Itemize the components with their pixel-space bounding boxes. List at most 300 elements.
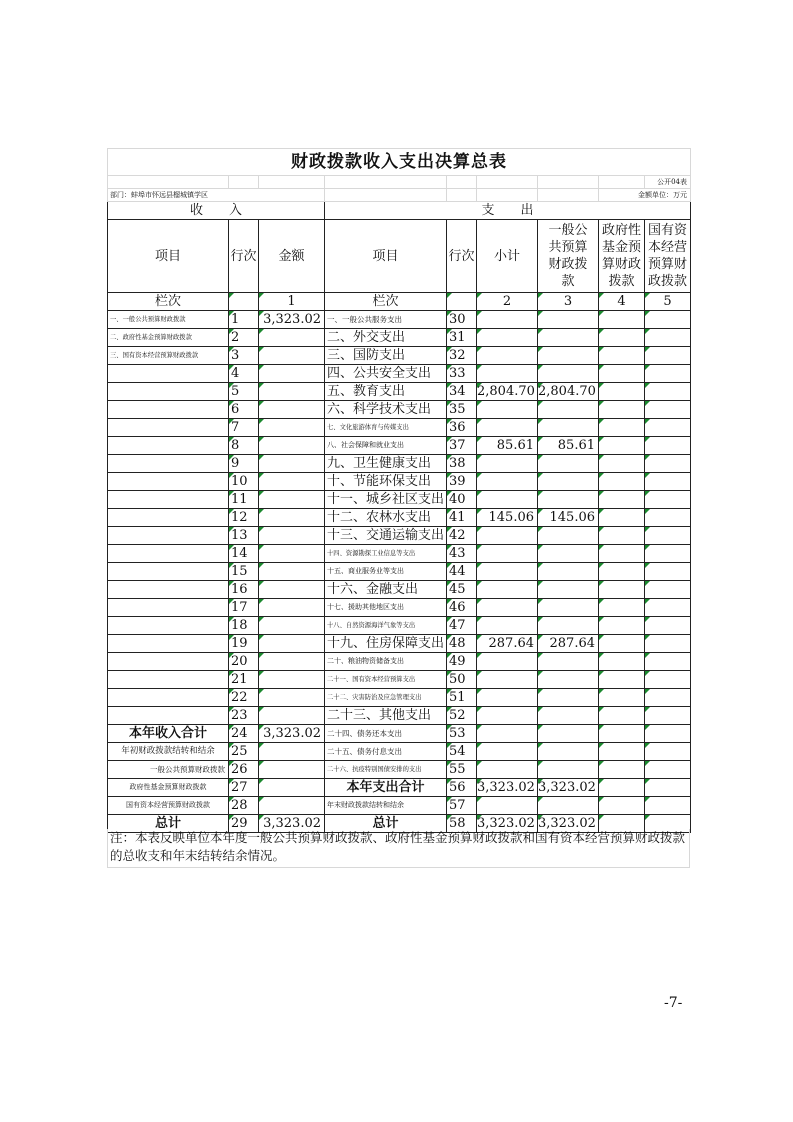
expense-item: 二十二、灾害防治及应急管理支出 [325, 689, 447, 707]
expense-state-capital [645, 419, 691, 437]
expense-subtotal [477, 563, 538, 581]
header-subtotal: 小计 [477, 220, 538, 293]
income-row-no: 5 [229, 383, 259, 401]
expense-row-no: 50 [447, 671, 477, 689]
expense-row-no: 49 [447, 653, 477, 671]
expense-row-no: 42 [447, 527, 477, 545]
expense-gov-fund [599, 779, 645, 797]
income-item [108, 707, 229, 725]
expense-item: 二十一、国有资本经营预算支出 [325, 671, 447, 689]
expense-gov-fund [599, 347, 645, 365]
income-amount: 3,323.02 [259, 725, 325, 743]
expense-general-budget [538, 419, 599, 437]
expense-state-capital [645, 581, 691, 599]
expense-row-no: 36 [447, 419, 477, 437]
income-item: 一般公共预算财政拨款 [108, 761, 229, 779]
expense-state-capital [645, 473, 691, 491]
expense-item: 二十五、债务付息支出 [325, 743, 447, 761]
income-item [108, 599, 229, 617]
expense-state-capital [645, 509, 691, 527]
table-row [108, 509, 691, 527]
expense-item: 七、文化旅游体育与传媒支出 [325, 419, 447, 437]
expense-general-budget [538, 653, 599, 671]
income-section-header: 收 入 [108, 202, 325, 220]
table-row [108, 635, 691, 653]
expense-state-capital [645, 635, 691, 653]
expense-row-no: 37 [447, 437, 477, 455]
expense-gov-fund [599, 509, 645, 527]
expense-row-no: 35 [447, 401, 477, 419]
header-state-capital: 国有资本经营预算财政拨款 [645, 220, 691, 293]
expense-subtotal [477, 311, 538, 329]
income-row-no: 8 [229, 437, 259, 455]
expense-subtotal [477, 455, 538, 473]
expense-gov-fund [599, 545, 645, 563]
income-row-no: 10 [229, 473, 259, 491]
expense-state-capital [645, 797, 691, 815]
income-row-no: 12 [229, 509, 259, 527]
expense-row-no: 45 [447, 581, 477, 599]
expense-gov-fund [599, 383, 645, 401]
expense-state-capital [645, 455, 691, 473]
income-row-no: 24 [229, 725, 259, 743]
expense-gov-fund [599, 761, 645, 779]
expense-subtotal: 3,323.02 [477, 779, 538, 797]
income-amount [259, 563, 325, 581]
table-row [108, 473, 691, 491]
expense-general-budget [538, 401, 599, 419]
income-row-no: 18 [229, 617, 259, 635]
header-gov-fund: 政府性基金预算财政拨款 [599, 220, 645, 293]
income-amount [259, 455, 325, 473]
table-row [108, 761, 691, 779]
expense-subtotal [477, 545, 538, 563]
expense-row-no: 31 [447, 329, 477, 347]
table-row [108, 581, 691, 599]
income-amount [259, 383, 325, 401]
table-row [108, 491, 691, 509]
expense-item: 八、社会保障和就业支出 [325, 437, 447, 455]
expense-gov-fund [599, 617, 645, 635]
expense-general-budget [538, 725, 599, 743]
expense-general-budget [538, 491, 599, 509]
expense-general-budget [538, 599, 599, 617]
income-amount [259, 473, 325, 491]
expense-state-capital [645, 545, 691, 563]
expense-general-budget [538, 365, 599, 383]
expense-subtotal: 85.61 [477, 437, 538, 455]
income-row-no: 13 [229, 527, 259, 545]
expense-item: 十二、农林水支出 [325, 509, 447, 527]
expense-subtotal [477, 743, 538, 761]
expense-subtotal [477, 653, 538, 671]
income-row-no: 19 [229, 635, 259, 653]
expense-general-budget [538, 329, 599, 347]
income-item: 本年收入合计 [108, 725, 229, 743]
income-item: 政府性基金预算财政拨款 [108, 779, 229, 797]
table-row [108, 329, 691, 347]
expense-subtotal: 3,323.02 [477, 815, 538, 833]
expense-state-capital [645, 401, 691, 419]
expense-subtotal [477, 491, 538, 509]
income-row-no: 20 [229, 653, 259, 671]
expense-row-no: 30 [447, 311, 477, 329]
table-row [108, 545, 691, 563]
table-row [108, 707, 691, 725]
income-row-no: 16 [229, 581, 259, 599]
header-row-no: 行次 [229, 220, 259, 293]
header-item: 项目 [108, 220, 229, 293]
expense-gov-fund [599, 527, 645, 545]
income-amount [259, 671, 325, 689]
table-row [108, 401, 691, 419]
income-amount [259, 689, 325, 707]
income-row-no: 28 [229, 797, 259, 815]
expense-state-capital [645, 725, 691, 743]
header-item-expense: 项目 [325, 220, 447, 293]
table-row [108, 365, 691, 383]
income-item [108, 383, 229, 401]
expense-subtotal [477, 419, 538, 437]
income-amount [259, 581, 325, 599]
income-item [108, 671, 229, 689]
expense-row-no: 43 [447, 545, 477, 563]
expense-general-budget: 2,804.70 [538, 383, 599, 401]
expense-row-no: 41 [447, 509, 477, 527]
income-item [108, 491, 229, 509]
income-amount [259, 509, 325, 527]
expense-state-capital [645, 383, 691, 401]
income-item [108, 419, 229, 437]
table-row [108, 311, 691, 329]
expense-general-budget [538, 581, 599, 599]
table-row [108, 437, 691, 455]
expense-general-budget [538, 311, 599, 329]
expense-gov-fund [599, 671, 645, 689]
expense-subtotal [477, 527, 538, 545]
expense-gov-fund [599, 653, 645, 671]
expense-state-capital [645, 743, 691, 761]
expense-gov-fund [599, 473, 645, 491]
expense-state-capital [645, 311, 691, 329]
expense-item: 年末财政拨款结转和结余 [325, 797, 447, 815]
expense-state-capital [645, 437, 691, 455]
income-item [108, 635, 229, 653]
income-row-no: 11 [229, 491, 259, 509]
expense-row-no: 52 [447, 707, 477, 725]
expense-item: 二十三、其他支出 [325, 707, 447, 725]
expense-row-no: 51 [447, 689, 477, 707]
expense-subtotal [477, 707, 538, 725]
col-index-label-expense: 栏次 [325, 293, 447, 311]
table-row [108, 725, 691, 743]
expense-item: 五、教育支出 [325, 383, 447, 401]
expense-gov-fund [599, 455, 645, 473]
expense-general-budget: 145.06 [538, 509, 599, 527]
expense-item: 十五、商业服务业等支出 [325, 563, 447, 581]
expense-item: 二、外交支出 [325, 329, 447, 347]
table-row [108, 743, 691, 761]
table-row [108, 563, 691, 581]
income-item [108, 365, 229, 383]
col-index-label: 栏次 [108, 293, 229, 311]
expense-gov-fund [599, 725, 645, 743]
income-amount [259, 653, 325, 671]
expense-item: 总计 [325, 815, 447, 833]
income-amount [259, 401, 325, 419]
col-index-amount: 1 [259, 293, 325, 311]
income-item [108, 617, 229, 635]
expense-gov-fund [599, 707, 645, 725]
expense-item: 十八、自然资源海洋气象等支出 [325, 617, 447, 635]
expense-row-no: 33 [447, 365, 477, 383]
expense-item: 本年支出合计 [325, 779, 447, 797]
expense-item: 十九、住房保障支出 [325, 635, 447, 653]
expense-item: 九、卫生健康支出 [325, 455, 447, 473]
expense-gov-fund [599, 311, 645, 329]
income-row-no: 14 [229, 545, 259, 563]
expense-row-no: 34 [447, 383, 477, 401]
expense-item: 二十、粮油物资储备支出 [325, 653, 447, 671]
expense-general-budget [538, 761, 599, 779]
expense-row-no: 39 [447, 473, 477, 491]
expense-item: 一、一般公共服务支出 [325, 311, 447, 329]
expense-general-budget [538, 527, 599, 545]
expense-row-no: 46 [447, 599, 477, 617]
table-row [108, 455, 691, 473]
col-index-gov-fund: 4 [599, 293, 645, 311]
expense-row-no: 40 [447, 491, 477, 509]
income-item [108, 581, 229, 599]
table-row [108, 383, 691, 401]
income-item: 二、政府性基金预算财政拨款 [108, 329, 229, 347]
col-index-general: 3 [538, 293, 599, 311]
expense-gov-fund [599, 689, 645, 707]
expense-state-capital [645, 563, 691, 581]
expense-general-budget [538, 617, 599, 635]
col-index-state-capital: 5 [645, 293, 691, 311]
expense-state-capital [645, 617, 691, 635]
income-row-no: 3 [229, 347, 259, 365]
income-row-no: 1 [229, 311, 259, 329]
expense-general-budget: 85.61 [538, 437, 599, 455]
expense-subtotal [477, 797, 538, 815]
expense-subtotal [477, 581, 538, 599]
expense-subtotal [477, 473, 538, 491]
income-item [108, 509, 229, 527]
expense-general-budget [538, 473, 599, 491]
expense-row-no: 48 [447, 635, 477, 653]
expense-item: 十一、城乡社区支出 [325, 491, 447, 509]
income-amount: 3,323.02 [259, 311, 325, 329]
expense-general-budget [538, 347, 599, 365]
expense-state-capital [645, 491, 691, 509]
income-item [108, 437, 229, 455]
expense-state-capital [645, 761, 691, 779]
footnote: 注：本表反映单位本年度一般公共预算财政拨款、政府性基金预算财政拨款和国有资本经营预算财政拨款的总收支和年末结转结余情况。 [107, 829, 690, 868]
income-row-no: 23 [229, 707, 259, 725]
income-amount: 3,323.02 [259, 815, 325, 833]
page-number: -7- [664, 995, 683, 1011]
income-amount [259, 419, 325, 437]
income-row-no: 27 [229, 779, 259, 797]
expense-state-capital [645, 347, 691, 365]
expense-state-capital [645, 689, 691, 707]
income-amount [259, 635, 325, 653]
income-amount [259, 761, 325, 779]
table-row [108, 689, 691, 707]
expense-gov-fund [599, 563, 645, 581]
expense-gov-fund [599, 401, 645, 419]
expense-row-no: 54 [447, 743, 477, 761]
income-item: 一、一般公共预算财政拨款 [108, 311, 229, 329]
expense-gov-fund [599, 743, 645, 761]
expense-item: 十四、资源勘探工业信息等支出 [325, 545, 447, 563]
expense-row-no: 56 [447, 779, 477, 797]
income-row-no: 6 [229, 401, 259, 419]
expense-gov-fund [599, 329, 645, 347]
income-item [108, 473, 229, 491]
expense-subtotal [477, 365, 538, 383]
income-amount [259, 437, 325, 455]
expense-item: 三、国防支出 [325, 347, 447, 365]
expense-section-header: 支 出 [325, 202, 691, 220]
income-amount [259, 545, 325, 563]
expense-gov-fund [599, 635, 645, 653]
expense-row-no: 32 [447, 347, 477, 365]
expense-row-no: 53 [447, 725, 477, 743]
expense-general-budget [538, 545, 599, 563]
unit-label: 金额单位：万元 [599, 189, 691, 202]
header-general-budget: 一般公共预算财政拨款 [538, 220, 599, 293]
income-item [108, 455, 229, 473]
income-row-no: 29 [229, 815, 259, 833]
income-row-no: 7 [229, 419, 259, 437]
expense-subtotal [477, 761, 538, 779]
expense-state-capital [645, 365, 691, 383]
income-item: 国有资本经营预算财政拨款 [108, 797, 229, 815]
table-row [108, 419, 691, 437]
header-amount: 金额 [259, 220, 325, 293]
expense-state-capital [645, 653, 691, 671]
income-item [108, 401, 229, 419]
income-item [108, 653, 229, 671]
income-amount [259, 599, 325, 617]
expense-subtotal [477, 401, 538, 419]
income-row-no: 4 [229, 365, 259, 383]
expense-item: 二十四、债务还本支出 [325, 725, 447, 743]
expense-item: 十七、援助其他地区支出 [325, 599, 447, 617]
expense-general-budget: 287.64 [538, 635, 599, 653]
income-row-no: 25 [229, 743, 259, 761]
income-amount [259, 347, 325, 365]
expense-gov-fund [599, 365, 645, 383]
expense-subtotal [477, 689, 538, 707]
income-amount [259, 365, 325, 383]
income-item [108, 689, 229, 707]
income-item: 总计 [108, 815, 229, 833]
table-row [108, 779, 691, 797]
income-amount [259, 797, 325, 815]
expense-general-budget [538, 671, 599, 689]
expense-subtotal [477, 617, 538, 635]
department-label: 部门：蚌埠市怀远县榴城镇学区 [108, 189, 325, 202]
expense-row-no: 58 [447, 815, 477, 833]
expense-general-budget [538, 797, 599, 815]
income-amount [259, 779, 325, 797]
expense-item: 十三、交通运输支出 [325, 527, 447, 545]
expense-subtotal [477, 329, 538, 347]
expense-state-capital [645, 329, 691, 347]
income-amount [259, 617, 325, 635]
table-row [108, 671, 691, 689]
expense-state-capital [645, 599, 691, 617]
income-amount [259, 743, 325, 761]
form-code: 公开04表 [645, 176, 691, 189]
income-amount [259, 707, 325, 725]
expense-general-budget: 3,323.02 [538, 815, 599, 833]
income-item [108, 527, 229, 545]
expense-subtotal: 2,804.70 [477, 383, 538, 401]
income-item: 三、国有资本经营预算财政拨款 [108, 347, 229, 365]
income-row-no: 17 [229, 599, 259, 617]
expense-item: 二十六、抗疫特别国债安排的支出 [325, 761, 447, 779]
expense-subtotal [477, 347, 538, 365]
income-row-no: 2 [229, 329, 259, 347]
expense-row-no: 38 [447, 455, 477, 473]
expense-item: 六、科学技术支出 [325, 401, 447, 419]
expense-state-capital [645, 779, 691, 797]
income-item [108, 545, 229, 563]
expense-gov-fund [599, 491, 645, 509]
expense-row-no: 47 [447, 617, 477, 635]
expense-subtotal: 145.06 [477, 509, 538, 527]
income-row-no: 15 [229, 563, 259, 581]
expense-subtotal [477, 725, 538, 743]
table-row [108, 347, 691, 365]
income-row-no: 22 [229, 689, 259, 707]
expense-item: 十、节能环保支出 [325, 473, 447, 491]
expense-general-budget: 3,323.02 [538, 779, 599, 797]
expense-subtotal [477, 671, 538, 689]
expense-general-budget [538, 689, 599, 707]
expense-row-no: 55 [447, 761, 477, 779]
expense-row-no: 57 [447, 797, 477, 815]
income-amount [259, 527, 325, 545]
table-row [108, 599, 691, 617]
table-row [108, 653, 691, 671]
table-row [108, 797, 691, 815]
table-row [108, 617, 691, 635]
income-row-no: 26 [229, 761, 259, 779]
expense-general-budget [538, 455, 599, 473]
expense-gov-fund [599, 599, 645, 617]
expense-gov-fund [599, 797, 645, 815]
expense-state-capital [645, 707, 691, 725]
income-item: 年初财政拨款结转和结余 [108, 743, 229, 761]
expense-state-capital [645, 671, 691, 689]
expense-gov-fund [599, 581, 645, 599]
table-row [108, 527, 691, 545]
income-row-no: 21 [229, 671, 259, 689]
expense-general-budget [538, 563, 599, 581]
page-title: 财政拨款收入支出决算总表 [108, 149, 691, 176]
expense-item: 十六、金融支出 [325, 581, 447, 599]
expense-general-budget [538, 707, 599, 725]
income-row-no: 9 [229, 455, 259, 473]
expense-gov-fund [599, 419, 645, 437]
expense-row-no: 44 [447, 563, 477, 581]
